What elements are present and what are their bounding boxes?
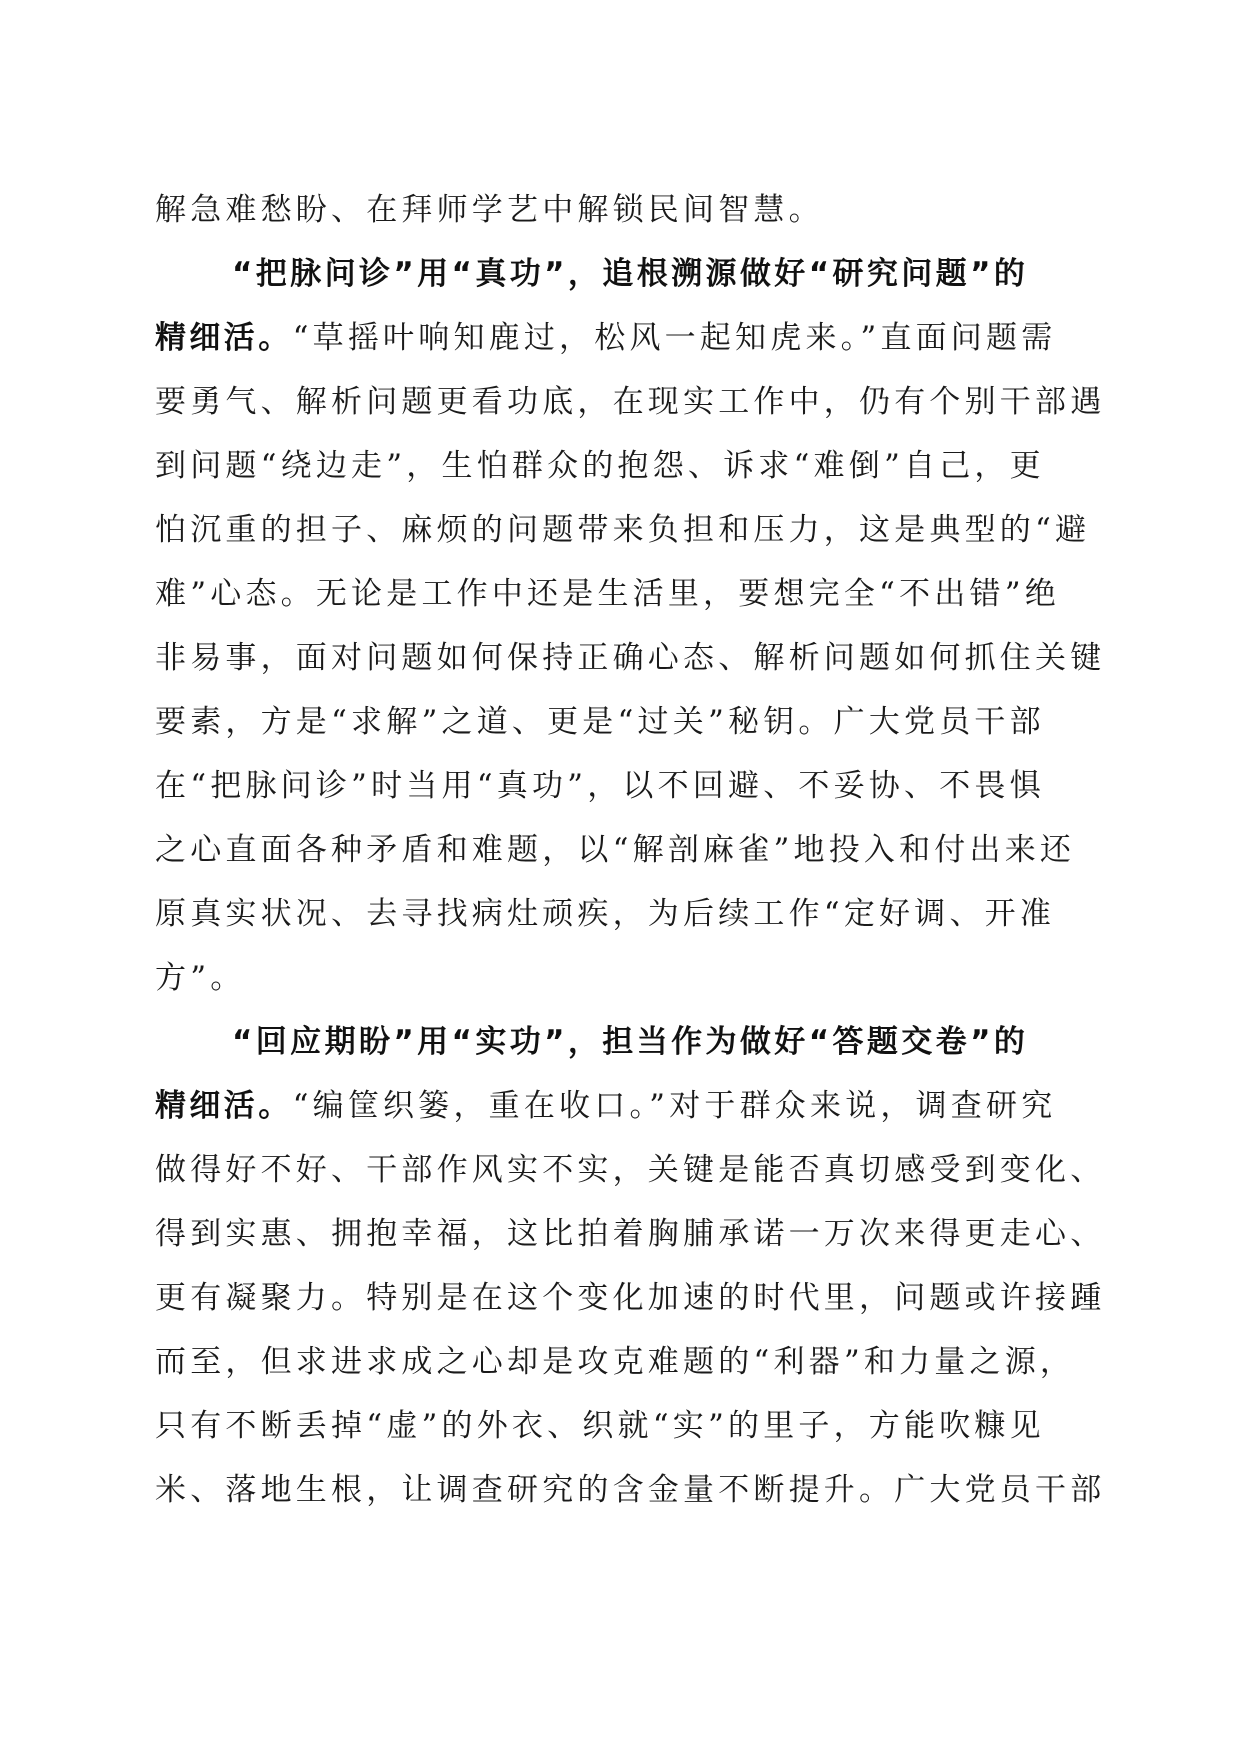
paragraph-3-line: 得到实惠、拥抱幸福，这比拍着胸脯承诺一万次来得更走心、 bbox=[155, 1216, 1106, 1252]
paragraph-1-line: 解急难愁盼、在拜师学艺中解锁民间智慧。 bbox=[155, 192, 824, 228]
paragraph-2-line: 非易事，面对问题如何保持正确心态、解析问题如何抓住关键 bbox=[155, 640, 1106, 676]
paragraph-3-line-text: “编筐织篓，重在收口。”对于群众来说，调查研究 bbox=[292, 1088, 1057, 1124]
paragraph-2-heading-end: 精细活。 bbox=[155, 320, 293, 356]
paragraph-3-line: 米、落地生根，让调查研究的含金量不断提升。广大党员干部 bbox=[155, 1472, 1106, 1508]
paragraph-3-line: 做得好不好、干部作风实不实，关键是能否真切感受到变化、 bbox=[155, 1152, 1106, 1188]
paragraph-3-line: 而至，但求进求成之心却是攻克难题的“利器”和力量之源， bbox=[155, 1344, 1076, 1380]
paragraph-2-line: 怕沉重的担子、麻烦的问题带来负担和压力，这是典型的“避 bbox=[155, 512, 1091, 548]
paragraph-2-line bbox=[155, 306, 1085, 370]
paragraph-2-line: 难”心态。无论是工作中还是生活里，要想完全“不出错”绝 bbox=[155, 576, 1060, 612]
paragraph-2-line: 之心直面各种矛盾和难题，以“解剖麻雀”地投入和付出来还 bbox=[155, 832, 1076, 868]
paragraph-3-line: 更有凝聚力。特别是在这个变化加速的时代里，问题或许接踵 bbox=[155, 1280, 1106, 1316]
paragraph-2-line: 要勇气、解析问题更看功底，在现实工作中，仍有个别干部遇 bbox=[155, 384, 1106, 420]
paragraph-2-line: 到问题“绕边走”，生怕群众的抱怨、诉求“难倒”自己，更 bbox=[155, 448, 1045, 484]
paragraph-2-line: 原真实状况、去寻找病灶顽疾，为后续工作“定好调、开准 bbox=[155, 896, 1056, 932]
paragraph-2-line-text: “草摇叶响知鹿过，松风一起知虎来。”直面问题需 bbox=[292, 320, 1057, 356]
paragraph-2-heading: “把脉问诊”用“真功”，追根溯源做好“研究问题”的 bbox=[232, 256, 1029, 292]
paragraph-2-line: 在“把脉问诊”时当用“真功”，以不回避、不妥协、不畏惧 bbox=[155, 768, 1045, 804]
body-text bbox=[155, 178, 1106, 1522]
paragraph-2-line: 方”。 bbox=[155, 960, 246, 996]
paragraph-3-line: 只有不断丢掉“虚”的外衣、织就“实”的里子，方能吹糠见 bbox=[155, 1408, 1045, 1444]
paragraph-3-line bbox=[155, 1074, 1085, 1138]
paragraph-2-line: 要素，方是“求解”之道、更是“过关”秘钥。广大党员干部 bbox=[155, 704, 1045, 740]
paragraph-3-heading: “回应期盼”用“实功”，担当作为做好“答题交卷”的 bbox=[232, 1024, 1029, 1060]
paragraph-3-heading-end: 精细活。 bbox=[155, 1088, 293, 1124]
